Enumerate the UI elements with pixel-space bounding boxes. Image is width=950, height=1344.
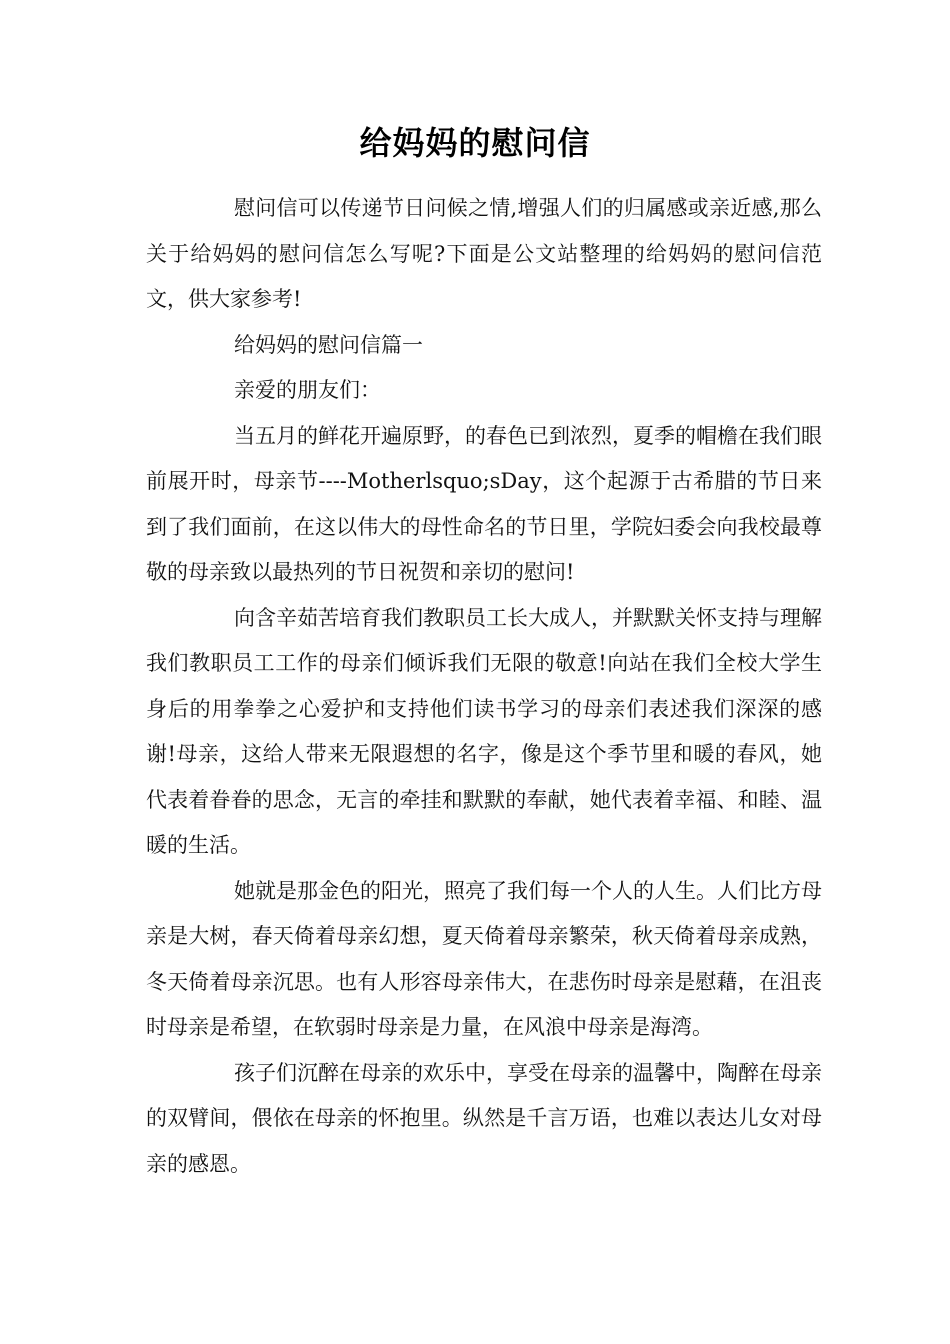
salutation: 亲爱的朋友们： xyxy=(234,378,381,402)
document-body xyxy=(146,186,822,1187)
document-title: 给妈妈的慰问信 xyxy=(359,124,591,162)
intro-paragraph: 慰问信可以传递节日问候之情,增强人们的归属感或亲近感,那么关于给妈妈的慰问信怎么写呢?下面是公文站整理的给妈妈的慰问信范文，供大家参考! xyxy=(146,196,822,311)
body-paragraph: 向含辛茹苦培育我们教职员工长大成人，并默默关怀支持与理解我们教职员工工作的母亲们倾诉我们无限的敬意!向站在我们全校大学生身后的用拳拳之心爱护和支持他们读书学习的母亲们表述我们深深的感谢!母亲，这给人带来无限遐想的名字，像是这个季节里和暖的春风，她代表着眷眷的思念，无言的牵挂和默默的奉献，她代表着幸福、和睦、温暖的生活。 xyxy=(146,605,822,857)
body-paragraph: 当五月的鲜花开遍原野，的春色已到浓烈，夏季的帽檐在我们眼前展开时，母亲节----Motherlsquo;sDay，这个起源于古希腊的节日来到了我们面前，在这以伟大的母性命名的节日里，学院妇委会向我校最尊敬的母亲致以最热列的节日祝贺和亲切的慰问! xyxy=(146,423,822,584)
section-heading: 给妈妈的慰问信篇一 xyxy=(234,332,423,357)
body-paragraph: 孩子们沉醉在母亲的欢乐中，享受在母亲的温馨中，陶醉在母亲的双臂间，偎依在母亲的怀抱里。纵然是千言万语，也难以表达儿女对母亲的感恩。 xyxy=(146,1060,822,1176)
body-paragraph: 她就是那金色的阳光，照亮了我们每一个人的人生。人们比方母亲是大树，春天倚着母亲幻想，夏天倚着母亲繁荣，秋天倚着母亲成熟，冬天倚着母亲沉思。也有人形容母亲伟大，在悲伤时母亲是慰藉，在沮丧时母亲是希望，在软弱时母亲是力量，在风浪中母亲是海湾。 xyxy=(146,878,822,1039)
